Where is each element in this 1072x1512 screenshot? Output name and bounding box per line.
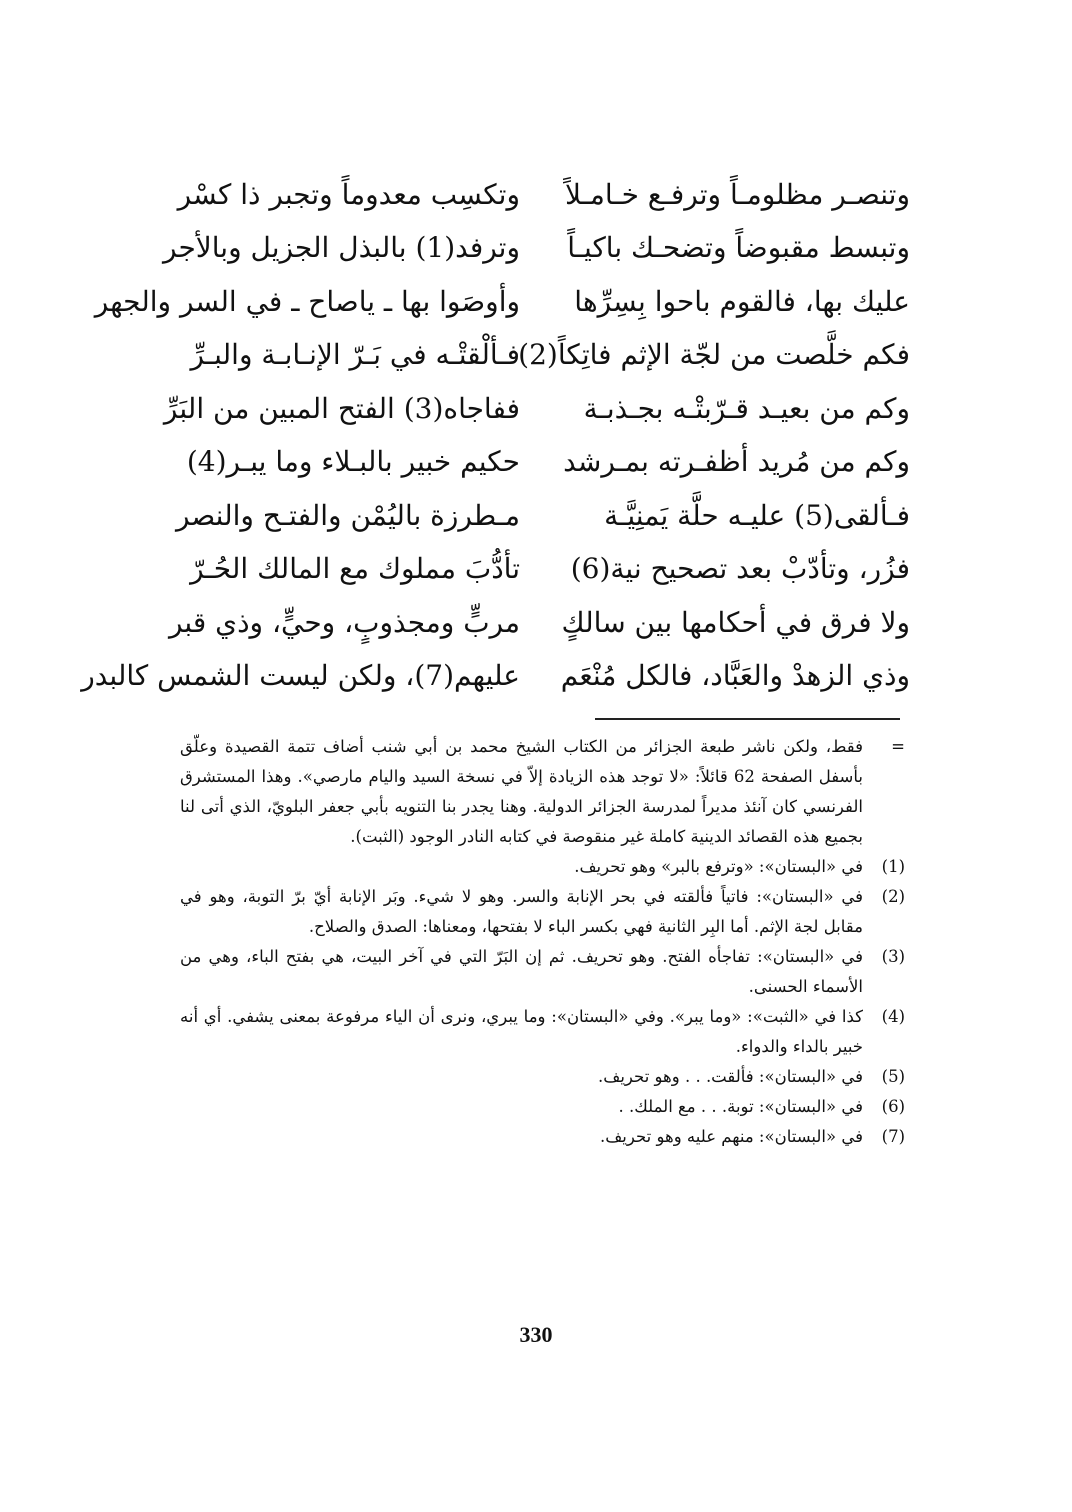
page-number: 330 [519, 1322, 553, 1347]
footnote [180, 732, 905, 852]
verse-second-hemistich: حكيم خبير بالبـلاء وما يبـر(4) [186, 445, 520, 479]
footnote [180, 1092, 905, 1122]
verse-first-hemistich: وتنصـر مظلومـاً وترفـع خـامـلاً [564, 177, 910, 211]
verse-line [150, 596, 910, 650]
verse-second-hemistich: فـألْقتْـه في بَـرّ الإنـابـة والبـرِّ [190, 338, 520, 372]
verse-line [150, 329, 910, 383]
verse-line [150, 436, 910, 490]
verse-line [150, 543, 910, 597]
verse-second-hemistich: وتكسِب معدوماً وتجبر ذا كسْر [177, 177, 520, 211]
poem [81, 168, 910, 703]
footnote-text: في «البستان»: فألقت. . . وهو تحريف. [598, 1067, 863, 1086]
footnote-marker: (2) [881, 887, 905, 906]
verse-first-hemistich: وتبسط مقبوضاً وتضحـك باكيـاً [567, 231, 910, 265]
footnote-text: في «البستان»: «وترفع بالبر» وهو تحريف. [574, 857, 863, 876]
verse-first-hemistich: ولا فرق في أحكامها بين سالكٍ [561, 605, 910, 639]
footnote-marker: (5) [881, 1067, 905, 1086]
footnote [180, 1002, 905, 1062]
footnote-text: كذا في «الثبت»: «وما يبر». وفي «البستان»: وما يبري، ونرى أن الياء مرفوعة بمعنى يشفي. أي أنه خبير بالداء والدواء. [180, 1007, 863, 1056]
verse-second-hemistich: مربٍّ ومجذوبٍ، وحيٍّ، وذي قبر [168, 605, 520, 639]
footnote-marker: (3) [881, 947, 905, 966]
verse-first-hemistich: فكم خلَّصت من لجّة الإثم فاتِكاً(2) [518, 338, 910, 372]
verse-second-hemistich: عليهم(7)، ولكن ليست الشمس كالبدر [81, 659, 520, 693]
verse-first-hemistich: فـألقى(5) عليـه حلَّة يَمنِيَّـة [604, 498, 910, 532]
footnotes [180, 732, 905, 1152]
footnote-marker: (6) [881, 1097, 905, 1116]
footnote [180, 1122, 905, 1152]
verse-first-hemistich: فزُر، وتأدّبْ بعد تصحيح نية(6) [570, 552, 910, 586]
verse-line [94, 275, 910, 329]
verse-line [81, 650, 910, 704]
footnote-text: في «البستان»: تفاجأه الفتح. وهو تحريف. ثم إن البَرّ التي في آخر البيت، هي بفتح الباء، وهي من الأسماء الحسنى. [180, 947, 863, 996]
footnote [180, 1062, 905, 1092]
footnote-marker: (7) [881, 1127, 905, 1146]
footnote [180, 942, 905, 1002]
verse-line [150, 489, 910, 543]
footnote-text: فقط، ولكن ناشر طبعة الجزائر من الكتاب الشيخ محمد بن أبي شنب أضاف تتمة القصيدة وعلّق بأسفل الصفحة 62 قائلاً: «لا توجد هذه الزيادة إلاّ في نسخة السيد واليام مارصي». وهذا المستشرق الفرنسي كان آنئذ مديراً لمدرسة الجزائر الدولية. وهنا يجدر بنا التنويه بأبي جعفر البلويّ، الذي أتى لنا بجميع هذه القصائد الدينية كاملة غير منقوصة في كتابه النادر الوجود (الثبت). [180, 737, 864, 846]
verse-first-hemistich: وكم من بعيـد قـرّبتْـه بجـذبـة [583, 391, 910, 425]
footnote [180, 882, 905, 942]
footnote-divider [595, 718, 900, 720]
verse-second-hemistich: مـطرزة باليُمْن والفتـح والنصر [175, 498, 520, 532]
verse-line [150, 222, 910, 276]
verse-second-hemistich: تأدُّبَ مملوك مع المالك الحُـرّ [190, 552, 520, 586]
verse-second-hemistich: وترفد(1) بالبذل الجزيل وبالأجر [163, 231, 520, 265]
footnote-text: في «البستان»: فاتياً فألقته في بحر الإنابة والسر. وهو لا شيء. وبَر الإنابة أيّ برّ التوبة، وهو في مقابل لجة الإثم. أما البِر الثانية فهي بكسر الباء لا بفتحها، ومعناها: الصدق والصلاح. [180, 887, 863, 936]
footnote-marker: = [891, 737, 905, 756]
verse-first-hemistich: وذي الزهدْ والعَبَّاد، فالكل مُنْعَم [560, 659, 910, 693]
verse-line [150, 382, 910, 436]
verse-first-hemistich: عليك بها، فالقوم باحوا بِسِرِّها [574, 284, 910, 318]
verse-line [150, 168, 910, 222]
footnote-marker: (4) [881, 1007, 905, 1026]
verse-second-hemistich: وأوصَوا بها ـ ياصاح ـ في السر والجهر [94, 284, 520, 318]
verse-second-hemistich: ففاجاه(3) الفتح المبين من البَرِّ [163, 391, 520, 425]
verse-first-hemistich: وكم من مُريد أظفـرته بمـرشد [563, 445, 910, 479]
footnote-marker: (1) [881, 857, 905, 876]
footnote [180, 852, 905, 882]
footnote-text: في «البستان»: منهم عليه وهو تحريف. [599, 1127, 863, 1146]
footnote-text: في «البستان»: توبة. . . مع الملك. . [618, 1097, 863, 1116]
